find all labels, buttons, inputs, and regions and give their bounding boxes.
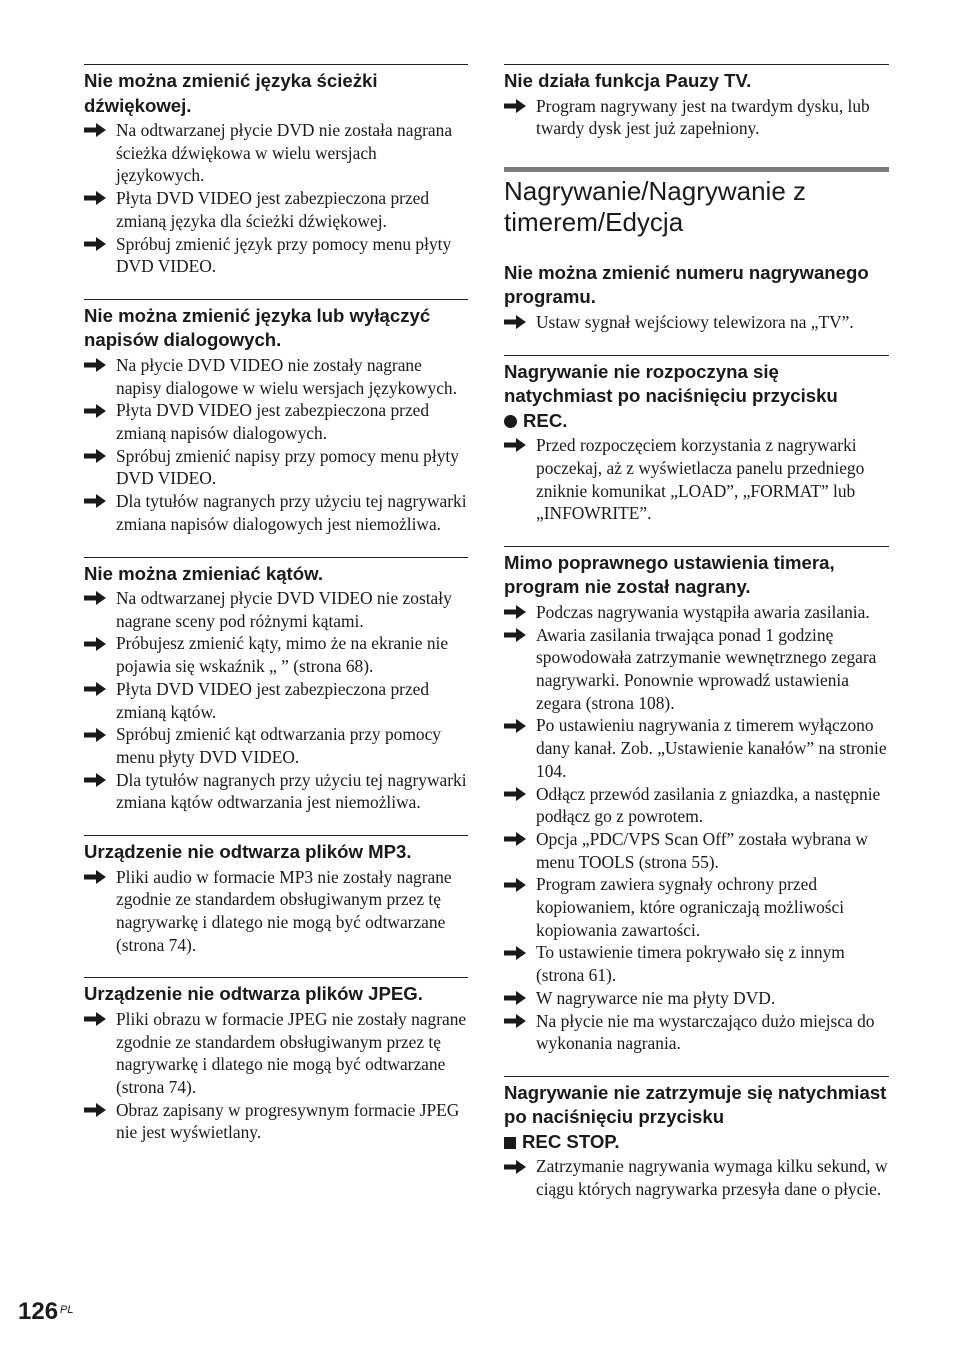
list-item bbox=[84, 587, 468, 632]
item-text: Płyta DVD VIDEO jest zabezpieczona przed zmianą kątów. bbox=[116, 678, 430, 722]
arrow-bullet-icon bbox=[504, 987, 536, 1010]
arrow-bullet-icon bbox=[84, 445, 116, 468]
arrow-bullet-icon bbox=[84, 187, 116, 210]
rec-button-label: REC. bbox=[523, 409, 568, 431]
item-text: Opcja „PDC/VPS Scan Off” została wybrana w menu TOOLS (strona 55). bbox=[536, 828, 868, 872]
item-text: Program zawiera sygnały ochrony przed kopiowaniem, które ograniczają możliwości kopiowania zawartości. bbox=[536, 874, 845, 940]
arrow-bullet-icon bbox=[84, 632, 116, 655]
section-audio-language bbox=[84, 64, 468, 278]
page-language-code: PL bbox=[60, 1304, 74, 1316]
item-text: Na odtwarzanej płycie DVD nie została nagrana ścieżka dźwiękowa w wielu wersjach językowych. bbox=[116, 120, 453, 186]
section-timer-failed bbox=[504, 546, 889, 1055]
item-text: Spróbuj zmienić kąt odtwarzania przy pomocy menu płyty DVD VIDEO. bbox=[116, 724, 442, 767]
arrow-bullet-icon bbox=[84, 1099, 116, 1122]
arrow-bullet-icon bbox=[504, 624, 536, 647]
section-program-number bbox=[504, 261, 889, 334]
item-text: Odłącz przewód zasilania z gniazdka, a następnie podłącz go z powrotem. bbox=[536, 783, 881, 827]
arrow-bullet-icon bbox=[504, 941, 536, 964]
rec-stop-button-label: REC STOP. bbox=[522, 1130, 620, 1152]
chapter-title: Nagrywanie/Nagrywanie z timerem/Edycja bbox=[504, 175, 807, 237]
item-text: Na płycie nie ma wystarczająco dużo miejsca do wykonania nagrania. bbox=[536, 1010, 875, 1054]
item-text: Próbujesz zmienić kąty, mimo że na ekranie nie pojawia się wskaźnik „ ” (strona 68). bbox=[116, 633, 449, 677]
arrow-bullet-icon bbox=[504, 434, 536, 457]
arrow-bullet-icon bbox=[84, 587, 116, 610]
list-item bbox=[504, 987, 889, 1010]
item-text: Podczas nagrywania wystąpiła awaria zasilania. bbox=[536, 601, 870, 622]
item-text: Dla tytułów nagranych przy użyciu tej nagrywarki zmiana napisów dialogowych jest niemożliwa. bbox=[116, 491, 467, 534]
item-text: Dla tytułów nagranych przy użyciu tej nagrywarki zmiana kątów odtwarzania jest niemożliwa. bbox=[116, 769, 467, 813]
list-item bbox=[84, 866, 468, 957]
arrow-bullet-icon bbox=[84, 866, 116, 889]
list-item bbox=[504, 1010, 889, 1055]
list-item bbox=[84, 354, 468, 399]
arrow-bullet-icon bbox=[84, 399, 116, 422]
arrow-bullet-icon bbox=[84, 723, 116, 746]
chapter-heading bbox=[504, 167, 889, 238]
list-item bbox=[84, 1099, 468, 1144]
item-text: Na odtwarzanej płycie DVD VIDEO nie zostały nagrane sceny pod różnymi kątami. bbox=[116, 588, 452, 631]
list-item bbox=[504, 714, 889, 782]
section-title bbox=[504, 1081, 889, 1155]
arrow-bullet-icon bbox=[504, 1010, 536, 1033]
item-text: Spróbuj zmienić język przy pomocy menu płyty DVD VIDEO. bbox=[116, 233, 452, 277]
list-item bbox=[84, 187, 468, 232]
stop-square-icon bbox=[504, 1137, 516, 1149]
list-item bbox=[504, 434, 889, 525]
list-item bbox=[84, 399, 468, 444]
section-title: Nie można zmienić języka ścieżki dźwiękowej. bbox=[84, 70, 378, 116]
section-title: Nie można zmienić numeru nagrywanego programu. bbox=[504, 261, 869, 308]
item-text: Spróbuj zmienić napisy przy pomocy menu płyty DVD VIDEO. bbox=[116, 445, 459, 489]
section-tv-pause bbox=[504, 64, 889, 140]
item-text: Ustaw sygnał wejściowy telewizora na „TV”. bbox=[536, 311, 854, 332]
section-title: Nie można zmienić języka lub wyłączyć napisów dialogowych. bbox=[84, 304, 431, 351]
list-item bbox=[84, 769, 468, 814]
list-item bbox=[84, 678, 468, 723]
left-column bbox=[84, 64, 468, 1144]
list-item bbox=[84, 445, 468, 490]
arrow-bullet-icon bbox=[504, 95, 536, 118]
arrow-bullet-icon bbox=[504, 873, 536, 896]
section-jpeg bbox=[84, 977, 468, 1144]
list-item bbox=[504, 783, 889, 828]
arrow-bullet-icon bbox=[84, 678, 116, 701]
arrow-bullet-icon bbox=[504, 601, 536, 624]
section-rec-stop bbox=[504, 1076, 889, 1201]
list-item bbox=[504, 95, 889, 140]
list-item bbox=[84, 1008, 468, 1099]
item-text: Zatrzymanie nagrywania wymaga kilku sekund, w ciągu których nagrywarka przesyła dane o płycie. bbox=[536, 1156, 888, 1200]
arrow-bullet-icon bbox=[84, 119, 116, 142]
list-item bbox=[504, 828, 889, 873]
arrow-bullet-icon bbox=[504, 1155, 536, 1178]
item-text: Obraz zapisany w progresywnym formacie JPEG nie jest wyświetlany. bbox=[116, 1099, 460, 1143]
list-item bbox=[504, 873, 889, 941]
item-text: Na płycie DVD VIDEO nie zostały nagrane napisy dialogowe w wielu wersjach językowych. bbox=[116, 354, 457, 398]
section-angles bbox=[84, 557, 468, 815]
record-dot-icon bbox=[504, 415, 517, 428]
section-mp3 bbox=[84, 835, 468, 956]
page-footer bbox=[18, 1298, 74, 1326]
item-text: Przed rozpoczęciem korzystania z nagrywarki poczekaj, aż z wyświetlacza panelu przedniego zniknie komunikat „LOAD”, „FORMAT” lub „INFOWRITE”. bbox=[536, 435, 865, 524]
section-title: Urządzenie nie odtwarza plików MP3. bbox=[84, 841, 412, 863]
list-item bbox=[84, 233, 468, 278]
list-item bbox=[84, 490, 468, 535]
section-title: Nie można zmieniać kątów. bbox=[84, 562, 324, 584]
section-title: Mimo poprawnego ustawienia timera, program nie został nagrany. bbox=[504, 551, 835, 598]
item-text: Awaria zasilania trwająca ponad 1 godzinę spowodowała zatrzymanie wewnętrznego zegara nagrywarki. Ponownie wprowadź ustawienia zegara (strona 108). bbox=[536, 624, 877, 713]
section-title: Urządzenie nie odtwarza plików JPEG. bbox=[84, 983, 423, 1005]
arrow-bullet-icon bbox=[84, 354, 116, 377]
item-text: Pliki audio w formacie MP3 nie zostały nagrane zgodnie ze standardem obsługiwanym przez tę nagrywarkę i dlatego nie mogą być odtwarzane (strona 74). bbox=[116, 866, 452, 955]
arrow-bullet-icon bbox=[504, 714, 536, 737]
section-title-text: Nagrywanie nie rozpoczyna się natychmiast po naciśnięciu przycisku bbox=[504, 360, 838, 407]
list-item bbox=[84, 632, 468, 677]
arrow-bullet-icon bbox=[84, 490, 116, 513]
item-text: Program nagrywany jest na twardym dysku, lub twardy dysk jest już zapełniony. bbox=[536, 95, 870, 139]
arrow-bullet-icon bbox=[84, 1008, 116, 1031]
item-text: Po ustawieniu nagrywania z timerem wyłączono dany kanał. Zob. „Ustawienie kanałów” na stronie 104. bbox=[536, 715, 887, 781]
list-item bbox=[504, 311, 889, 334]
list-item bbox=[84, 119, 468, 187]
arrow-bullet-icon bbox=[504, 783, 536, 806]
arrow-bullet-icon bbox=[84, 233, 116, 256]
arrow-bullet-icon bbox=[504, 311, 536, 334]
item-text: W nagrywarce nie ma płyty DVD. bbox=[536, 987, 776, 1008]
list-item bbox=[84, 723, 468, 768]
section-title: Nie działa funkcja Pauzy TV. bbox=[504, 70, 752, 91]
section-title-text: Nagrywanie nie zatrzymuje się natychmiast po naciśnięciu przycisku bbox=[504, 1081, 887, 1128]
section-rec-start bbox=[504, 355, 889, 525]
list-item bbox=[504, 941, 889, 986]
right-column bbox=[504, 64, 889, 1201]
item-text: Pliki obrazu w formacie JPEG nie zostały nagrane zgodnie ze standardem obsługiwanym przez tę nagrywarkę i dlatego nie mogą być odtwarzane (strona 74). bbox=[116, 1008, 467, 1097]
list-item bbox=[504, 1155, 889, 1200]
item-text: Płyta DVD VIDEO jest zabezpieczona przed zmianą napisów dialogowych. bbox=[116, 400, 430, 444]
section-subtitles bbox=[84, 299, 468, 536]
arrow-bullet-icon bbox=[84, 769, 116, 792]
list-item bbox=[504, 601, 889, 624]
list-item bbox=[504, 624, 889, 715]
item-text: Płyta DVD VIDEO jest zabezpieczona przed zmianą języka dla ścieżki dźwiękowej. bbox=[116, 188, 430, 231]
page-number: 126 bbox=[18, 1298, 59, 1325]
item-text: To ustawienie timera pokrywało się z innym (strona 61). bbox=[536, 942, 845, 986]
arrow-bullet-icon bbox=[504, 828, 536, 851]
section-title bbox=[504, 360, 889, 434]
